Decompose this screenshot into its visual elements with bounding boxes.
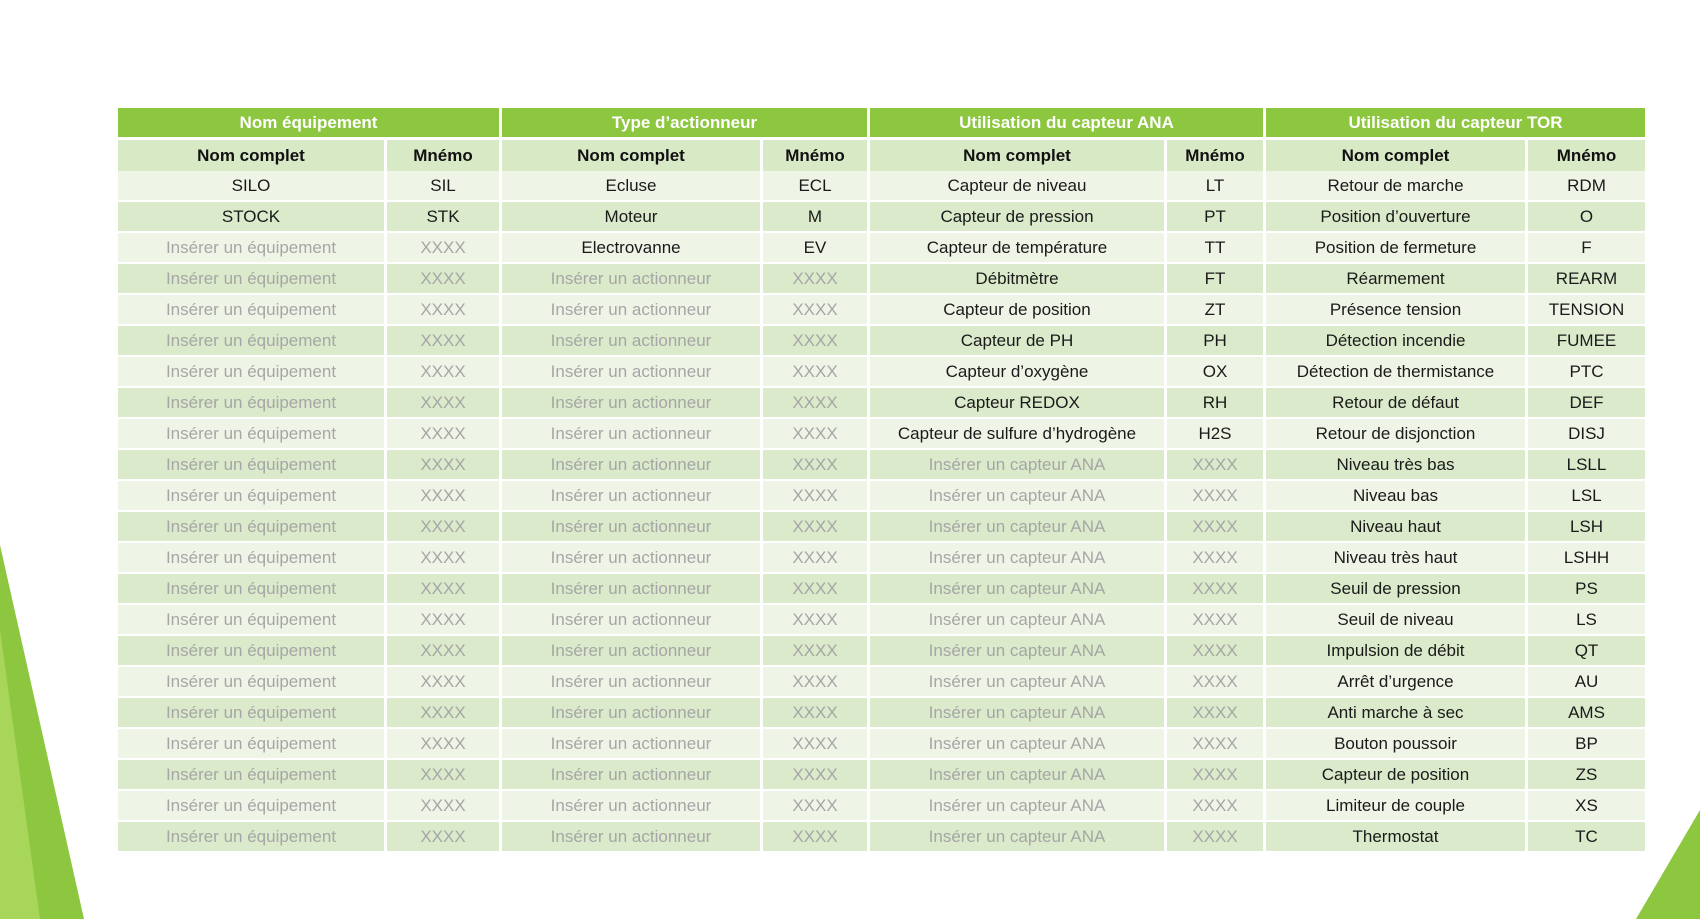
cell-capteur-ana-nom[interactable]: Capteur d’oxygène [870, 357, 1164, 388]
cell-capteur-tor-nom[interactable]: Bouton poussoir [1266, 729, 1525, 760]
cell-capteur-tor-mnemo[interactable]: PS [1528, 574, 1645, 605]
table-row [118, 605, 1645, 636]
cell-capteur-tor-mnemo[interactable]: TC [1528, 822, 1645, 853]
cell-capteur-tor-nom[interactable]: Réarmement [1266, 264, 1525, 295]
cell-equipement-nom[interactable]: Insérer un équipement [118, 698, 384, 729]
cell-equipement-mnemo[interactable]: XXXX [387, 233, 499, 264]
table-row [118, 357, 1645, 388]
cell-equipement-mnemo[interactable]: XXXX [387, 295, 499, 326]
group-header-capteur-tor: Utilisation du capteur TOR [1266, 108, 1645, 137]
cell-capteur-ana-nom[interactable]: Insérer un capteur ANA [870, 667, 1164, 698]
cell-capteur-ana-mnemo[interactable]: XXXX [1167, 822, 1263, 853]
table-row [118, 543, 1645, 574]
cell-equipement-nom[interactable]: Insérer un équipement [118, 574, 384, 605]
cell-actionneur-mnemo[interactable]: XXXX [763, 264, 867, 295]
cell-capteur-ana-nom[interactable]: Capteur de position [870, 295, 1164, 326]
cell-actionneur-mnemo[interactable]: XXXX [763, 543, 867, 574]
table-row [118, 481, 1645, 512]
cell-capteur-tor-nom[interactable]: Présence tension [1266, 295, 1525, 326]
cell-equipement-nom[interactable]: Insérer un équipement [118, 729, 384, 760]
cell-actionneur-mnemo[interactable]: XXXX [763, 729, 867, 760]
cell-actionneur-nom[interactable]: Insérer un actionneur [502, 512, 760, 543]
cell-actionneur-mnemo[interactable]: XXXX [763, 636, 867, 667]
subheader-tor-mnemo: Mnémo [1528, 140, 1645, 171]
table-row [118, 233, 1645, 264]
cell-equipement-nom[interactable]: Insérer un équipement [118, 419, 384, 450]
cell-capteur-tor-mnemo[interactable]: REARM [1528, 264, 1645, 295]
cell-equipement-nom[interactable]: STOCK [118, 202, 384, 233]
left-green-triangle [0, 545, 84, 919]
cell-actionneur-mnemo[interactable]: XXXX [763, 388, 867, 419]
cell-capteur-tor-nom[interactable]: Détection incendie [1266, 326, 1525, 357]
cell-equipement-mnemo[interactable]: XXXX [387, 543, 499, 574]
cell-capteur-tor-nom[interactable]: Retour de disjonction [1266, 419, 1525, 450]
cell-capteur-tor-nom[interactable]: Niveau très bas [1266, 450, 1525, 481]
cell-capteur-ana-nom[interactable]: Insérer un capteur ANA [870, 605, 1164, 636]
cell-capteur-tor-nom[interactable]: Position d’ouverture [1266, 202, 1525, 233]
cell-actionneur-mnemo[interactable]: XXXX [763, 574, 867, 605]
subheader-eq-mnemo: Mnémo [387, 140, 499, 171]
cell-actionneur-mnemo[interactable]: XXXX [763, 698, 867, 729]
cell-equipement-mnemo[interactable]: XXXX [387, 419, 499, 450]
cell-actionneur-nom[interactable]: Insérer un actionneur [502, 698, 760, 729]
table-row [118, 295, 1645, 326]
cell-capteur-ana-mnemo[interactable]: PH [1167, 326, 1263, 357]
subheader-tor-nom: Nom complet [1266, 140, 1525, 171]
cell-equipement-mnemo[interactable]: STK [387, 202, 499, 233]
cell-actionneur-mnemo[interactable]: XXXX [763, 512, 867, 543]
cell-capteur-tor-nom[interactable]: Limiteur de couple [1266, 791, 1525, 822]
cell-equipement-mnemo[interactable]: XXXX [387, 326, 499, 357]
table-row [118, 760, 1645, 791]
cell-equipement-mnemo[interactable]: XXXX [387, 512, 499, 543]
cell-actionneur-nom[interactable]: Insérer un actionneur [502, 822, 760, 853]
cell-actionneur-mnemo[interactable]: XXXX [763, 822, 867, 853]
cell-equipement-nom[interactable]: Insérer un équipement [118, 450, 384, 481]
cell-actionneur-mnemo[interactable]: XXXX [763, 295, 867, 326]
table-row [118, 636, 1645, 667]
cell-capteur-tor-nom[interactable]: Thermostat [1266, 822, 1525, 853]
cell-capteur-tor-nom[interactable]: Arrêt d’urgence [1266, 667, 1525, 698]
cell-equipement-nom[interactable]: Insérer un équipement [118, 543, 384, 574]
cell-equipement-nom[interactable]: Insérer un équipement [118, 388, 384, 419]
cell-actionneur-nom[interactable]: Insérer un actionneur [502, 481, 760, 512]
cell-capteur-tor-mnemo[interactable]: TENSION [1528, 295, 1645, 326]
cell-capteur-tor-mnemo[interactable]: QT [1528, 636, 1645, 667]
cell-equipement-mnemo[interactable]: SIL [387, 171, 499, 202]
cell-capteur-ana-mnemo[interactable]: XXXX [1167, 574, 1263, 605]
cell-capteur-tor-mnemo[interactable]: LSH [1528, 512, 1645, 543]
cell-capteur-ana-nom[interactable]: Capteur REDOX [870, 388, 1164, 419]
cell-capteur-tor-mnemo[interactable]: LS [1528, 605, 1645, 636]
cell-capteur-ana-nom[interactable]: Capteur de niveau [870, 171, 1164, 202]
mnemonic-table [115, 108, 1648, 853]
cell-capteur-ana-nom[interactable]: Insérer un capteur ANA [870, 791, 1164, 822]
cell-actionneur-mnemo[interactable]: XXXX [763, 667, 867, 698]
table-row [118, 264, 1645, 295]
cell-actionneur-nom[interactable]: Insérer un actionneur [502, 605, 760, 636]
cell-capteur-ana-mnemo[interactable]: XXXX [1167, 481, 1263, 512]
cell-actionneur-nom[interactable]: Insérer un actionneur [502, 357, 760, 388]
cell-capteur-ana-nom[interactable]: Insérer un capteur ANA [870, 512, 1164, 543]
cell-capteur-ana-mnemo[interactable]: XXXX [1167, 543, 1263, 574]
cell-capteur-tor-nom[interactable]: Seuil de pression [1266, 574, 1525, 605]
cell-capteur-ana-mnemo[interactable]: XXXX [1167, 791, 1263, 822]
cell-capteur-ana-nom[interactable]: Insérer un capteur ANA [870, 543, 1164, 574]
cell-capteur-ana-mnemo[interactable]: RH [1167, 388, 1263, 419]
cell-actionneur-mnemo[interactable]: XXXX [763, 791, 867, 822]
cell-equipement-nom[interactable]: Insérer un équipement [118, 326, 384, 357]
cell-capteur-tor-mnemo[interactable]: DISJ [1528, 419, 1645, 450]
cell-capteur-ana-mnemo[interactable]: XXXX [1167, 512, 1263, 543]
table-row [118, 698, 1645, 729]
cell-capteur-tor-mnemo[interactable]: XS [1528, 791, 1645, 822]
cell-capteur-ana-mnemo[interactable]: XXXX [1167, 729, 1263, 760]
cell-equipement-nom[interactable]: Insérer un équipement [118, 636, 384, 667]
cell-equipement-mnemo[interactable]: XXXX [387, 822, 499, 853]
cell-capteur-tor-mnemo[interactable]: FUMEE [1528, 326, 1645, 357]
cell-capteur-tor-mnemo[interactable]: F [1528, 233, 1645, 264]
cell-actionneur-nom[interactable]: Insérer un actionneur [502, 760, 760, 791]
cell-actionneur-nom[interactable]: Electrovanne [502, 233, 760, 264]
table-row [118, 791, 1645, 822]
cell-capteur-ana-nom[interactable]: Insérer un capteur ANA [870, 481, 1164, 512]
table-row [118, 450, 1645, 481]
group-header-row [118, 108, 1645, 137]
cell-capteur-tor-mnemo[interactable]: PTC [1528, 357, 1645, 388]
cell-actionneur-nom[interactable]: Insérer un actionneur [502, 729, 760, 760]
cell-actionneur-nom[interactable]: Moteur [502, 202, 760, 233]
cell-capteur-tor-nom[interactable]: Position de fermeture [1266, 233, 1525, 264]
cell-capteur-ana-mnemo[interactable]: XXXX [1167, 605, 1263, 636]
group-header-actionneur: Type d’actionneur [502, 108, 867, 137]
cell-equipement-mnemo[interactable]: XXXX [387, 729, 499, 760]
table-row [118, 729, 1645, 760]
table-row [118, 388, 1645, 419]
subheader-ana-nom: Nom complet [870, 140, 1164, 171]
cell-actionneur-nom[interactable]: Insérer un actionneur [502, 295, 760, 326]
cell-capteur-ana-nom[interactable]: Insérer un capteur ANA [870, 822, 1164, 853]
cell-actionneur-nom[interactable]: Insérer un actionneur [502, 543, 760, 574]
cell-equipement-mnemo[interactable]: XXXX [387, 388, 499, 419]
cell-actionneur-mnemo[interactable]: XXXX [763, 419, 867, 450]
cell-capteur-ana-mnemo[interactable]: XXXX [1167, 667, 1263, 698]
cell-actionneur-nom[interactable]: Insérer un actionneur [502, 791, 760, 822]
cell-equipement-nom[interactable]: Insérer un équipement [118, 481, 384, 512]
cell-actionneur-nom[interactable]: Insérer un actionneur [502, 388, 760, 419]
cell-actionneur-mnemo[interactable]: M [763, 202, 867, 233]
cell-equipement-mnemo[interactable]: XXXX [387, 574, 499, 605]
cell-capteur-ana-nom[interactable]: Capteur de température [870, 233, 1164, 264]
cell-capteur-tor-mnemo[interactable]: AMS [1528, 698, 1645, 729]
cell-capteur-tor-nom[interactable]: Capteur de position [1266, 760, 1525, 791]
cell-capteur-tor-nom[interactable]: Niveau haut [1266, 512, 1525, 543]
cell-capteur-ana-nom[interactable]: Capteur de pression [870, 202, 1164, 233]
mnemonic-table-container [115, 108, 1643, 853]
cell-capteur-ana-mnemo[interactable]: XXXX [1167, 636, 1263, 667]
cell-capteur-ana-mnemo[interactable]: XXXX [1167, 698, 1263, 729]
cell-capteur-tor-nom[interactable]: Anti marche à sec [1266, 698, 1525, 729]
cell-actionneur-nom[interactable]: Insérer un actionneur [502, 419, 760, 450]
cell-equipement-mnemo[interactable]: XXXX [387, 481, 499, 512]
cell-equipement-mnemo[interactable]: XXXX [387, 450, 499, 481]
cell-actionneur-nom[interactable]: Insérer un actionneur [502, 264, 760, 295]
cell-capteur-tor-nom[interactable]: Impulsion de débit [1266, 636, 1525, 667]
cell-actionneur-nom[interactable]: Insérer un actionneur [502, 636, 760, 667]
cell-capteur-tor-mnemo[interactable]: LSHH [1528, 543, 1645, 574]
cell-capteur-ana-mnemo[interactable]: TT [1167, 233, 1263, 264]
table-row [118, 419, 1645, 450]
cell-equipement-nom[interactable]: Insérer un équipement [118, 605, 384, 636]
cell-equipement-nom[interactable]: SILO [118, 171, 384, 202]
cell-capteur-ana-nom[interactable]: Capteur de PH [870, 326, 1164, 357]
cell-actionneur-mnemo[interactable]: XXXX [763, 760, 867, 791]
cell-equipement-nom[interactable]: Insérer un équipement [118, 295, 384, 326]
table-row [118, 171, 1645, 202]
cell-capteur-tor-mnemo[interactable]: O [1528, 202, 1645, 233]
cell-actionneur-nom[interactable]: Insérer un actionneur [502, 450, 760, 481]
cell-equipement-nom[interactable]: Insérer un équipement [118, 357, 384, 388]
cell-actionneur-nom[interactable]: Ecluse [502, 171, 760, 202]
cell-capteur-ana-nom[interactable]: Insérer un capteur ANA [870, 729, 1164, 760]
cell-capteur-ana-mnemo[interactable]: PT [1167, 202, 1263, 233]
cell-actionneur-mnemo[interactable]: XXXX [763, 357, 867, 388]
table-row [118, 512, 1645, 543]
subheader-act-mnemo: Mnémo [763, 140, 867, 171]
cell-equipement-mnemo[interactable]: XXXX [387, 636, 499, 667]
cell-actionneur-mnemo[interactable]: XXXX [763, 450, 867, 481]
cell-capteur-tor-mnemo[interactable]: AU [1528, 667, 1645, 698]
cell-capteur-ana-nom[interactable]: Insérer un capteur ANA [870, 574, 1164, 605]
cell-capteur-ana-mnemo[interactable]: FT [1167, 264, 1263, 295]
table-row [118, 202, 1645, 233]
cell-capteur-ana-nom[interactable]: Capteur de sulfure d’hydrogène [870, 419, 1164, 450]
cell-capteur-tor-nom[interactable]: Seuil de niveau [1266, 605, 1525, 636]
cell-equipement-nom[interactable]: Insérer un équipement [118, 264, 384, 295]
subheader-act-nom: Nom complet [502, 140, 760, 171]
table-row [118, 667, 1645, 698]
cell-capteur-tor-mnemo[interactable]: LSL [1528, 481, 1645, 512]
cell-equipement-mnemo[interactable]: XXXX [387, 357, 499, 388]
cell-actionneur-mnemo[interactable]: EV [763, 233, 867, 264]
cell-equipement-nom[interactable]: Insérer un équipement [118, 233, 384, 264]
cell-capteur-ana-nom[interactable]: Insérer un capteur ANA [870, 698, 1164, 729]
cell-capteur-tor-nom[interactable]: Retour de marche [1266, 171, 1525, 202]
cell-equipement-mnemo[interactable]: XXXX [387, 760, 499, 791]
cell-capteur-tor-mnemo[interactable]: BP [1528, 729, 1645, 760]
table-body [118, 171, 1645, 853]
cell-capteur-tor-mnemo[interactable]: RDM [1528, 171, 1645, 202]
subheader-ana-mnemo: Mnémo [1167, 140, 1263, 171]
cell-actionneur-mnemo[interactable]: XXXX [763, 481, 867, 512]
cell-actionneur-nom[interactable]: Insérer un actionneur [502, 326, 760, 357]
cell-capteur-tor-mnemo[interactable]: LSLL [1528, 450, 1645, 481]
cell-capteur-ana-mnemo[interactable]: H2S [1167, 419, 1263, 450]
cell-equipement-nom[interactable]: Insérer un équipement [118, 822, 384, 853]
cell-actionneur-mnemo[interactable]: ECL [763, 171, 867, 202]
sub-header-row [118, 140, 1645, 171]
cell-capteur-tor-mnemo[interactable]: ZS [1528, 760, 1645, 791]
cell-capteur-ana-mnemo[interactable]: LT [1167, 171, 1263, 202]
table-row [118, 326, 1645, 357]
cell-equipement-mnemo[interactable]: XXXX [387, 667, 499, 698]
cell-equipement-nom[interactable]: Insérer un équipement [118, 791, 384, 822]
cell-capteur-tor-nom[interactable]: Retour de défaut [1266, 388, 1525, 419]
cell-actionneur-mnemo[interactable]: XXXX [763, 605, 867, 636]
subheader-eq-nom: Nom complet [118, 140, 384, 171]
cell-capteur-ana-nom[interactable]: Insérer un capteur ANA [870, 636, 1164, 667]
cell-equipement-nom[interactable]: Insérer un équipement [118, 760, 384, 791]
group-header-equipement: Nom équipement [118, 108, 499, 137]
cell-actionneur-mnemo[interactable]: XXXX [763, 326, 867, 357]
cell-capteur-tor-nom[interactable]: Détection de thermistance [1266, 357, 1525, 388]
cell-equipement-mnemo[interactable]: XXXX [387, 605, 499, 636]
table-row [118, 822, 1645, 853]
cell-actionneur-nom[interactable]: Insérer un actionneur [502, 574, 760, 605]
cell-equipement-mnemo[interactable]: XXXX [387, 791, 499, 822]
cell-actionneur-nom[interactable]: Insérer un actionneur [502, 667, 760, 698]
left-light-triangle [0, 630, 40, 919]
cell-capteur-ana-mnemo[interactable]: XXXX [1167, 450, 1263, 481]
cell-capteur-ana-mnemo[interactable]: OX [1167, 357, 1263, 388]
cell-capteur-ana-mnemo[interactable]: ZT [1167, 295, 1263, 326]
group-header-capteur-ana: Utilisation du capteur ANA [870, 108, 1263, 137]
table-row [118, 574, 1645, 605]
cell-equipement-mnemo[interactable]: XXXX [387, 264, 499, 295]
cell-capteur-tor-nom[interactable]: Niveau très haut [1266, 543, 1525, 574]
cell-capteur-ana-nom[interactable]: Insérer un capteur ANA [870, 760, 1164, 791]
cell-capteur-tor-mnemo[interactable]: DEF [1528, 388, 1645, 419]
cell-capteur-tor-nom[interactable]: Niveau bas [1266, 481, 1525, 512]
cell-capteur-ana-mnemo[interactable]: XXXX [1167, 760, 1263, 791]
cell-equipement-nom[interactable]: Insérer un équipement [118, 667, 384, 698]
cell-capteur-ana-nom[interactable]: Débitmètre [870, 264, 1164, 295]
cell-equipement-mnemo[interactable]: XXXX [387, 698, 499, 729]
cell-capteur-ana-nom[interactable]: Insérer un capteur ANA [870, 450, 1164, 481]
cell-equipement-nom[interactable]: Insérer un équipement [118, 512, 384, 543]
